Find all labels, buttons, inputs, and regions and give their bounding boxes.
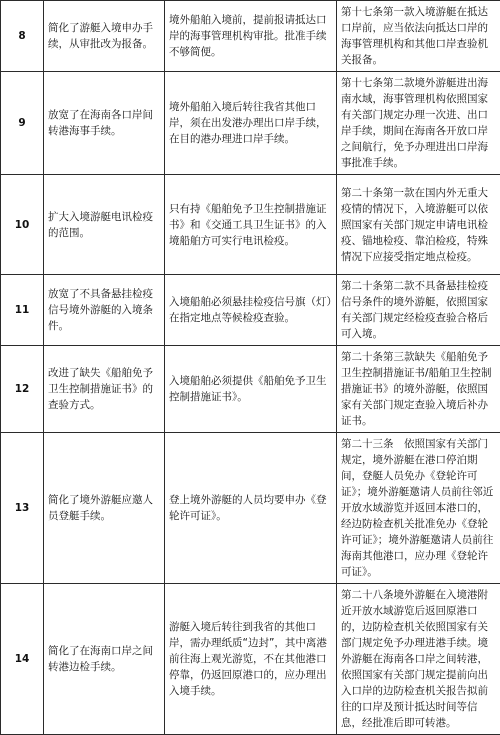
change-description: 简化了境外游艇应邀人员登艇手续。 bbox=[44, 433, 165, 584]
table-row bbox=[1, 175, 500, 275]
change-description: 简化了在海南口岸之间转港边检手续。 bbox=[44, 584, 165, 735]
table-row bbox=[1, 1, 500, 72]
table-row bbox=[1, 346, 500, 433]
row-number: 10 bbox=[1, 175, 44, 275]
previous-practice: 游艇入境后转往到我省的其他口岸，需办理纸质“边封”，其中离港前往海上观光游览，不在其他港口停靠，仍返回原港口的，应办理出入境手续。 bbox=[165, 584, 337, 735]
row-number: 9 bbox=[1, 72, 44, 175]
regulation-article: 第十七条第一款入境游艇在抵达口岸前，应当依法向抵达口岸的海事管理机构和其他口岸查验机关报备。 bbox=[337, 1, 500, 72]
change-description: 放宽了不具备悬挂检疫信号境外游艇的入境条件。 bbox=[44, 275, 165, 346]
change-description: 扩大入境游艇电讯检疫的范围。 bbox=[44, 175, 165, 275]
regulation-article: 第二十八条境外游艇在入境港附近开放水域游览后返回原港口的，边防检查机关依照国家有关部门规定免予办理进港手续。境外游艇在海南各口岸之间转港，依照国家有关部门规定提前向出入口岸的边防检查机关报告拟前往的口岸及预计抵达时间等信息，经批准后即可转港。 bbox=[337, 584, 500, 735]
row-number: 11 bbox=[1, 275, 44, 346]
table-row bbox=[1, 433, 500, 584]
previous-practice: 境外船舶入境前，提前报请抵达口岸的海事管理机构审批。批准手续不够简便。 bbox=[165, 1, 337, 72]
row-number: 12 bbox=[1, 346, 44, 433]
table-row bbox=[1, 72, 500, 175]
previous-practice: 境外船舶入境后转往我省其他口岸，须在出发港办理出口岸手续，在目的港办理进口岸手续。 bbox=[165, 72, 337, 175]
regulation-article: 第二十三条 依照国家有关部门规定，境外游艇在港口停泊期间，登艇人员免办《登轮许可证》；境外游艇邀请人员前往邻近开放水域游览并返回本港口的，经边防检查机关批准免办《登轮许可证》；境外游艇邀请人员前往海南其他港口，应办理《登轮许可证》。 bbox=[337, 433, 500, 584]
regulation-article: 第十七条第二款境外游艇进出海南水域，海事管理机构依照国家有关部门规定办理一次进、出口岸手续，期间在海南各开放口岸之间航行，免予办理进出口岸海事批准手续。 bbox=[337, 72, 500, 175]
previous-practice: 登上境外游艇的人员均要申办《登轮许可证》。 bbox=[165, 433, 337, 584]
change-description: 简化了游艇入境申办手续，从审批改为报备。 bbox=[44, 1, 165, 72]
previous-practice: 只有持《船舶免予卫生控制措施证书》和《交通工具卫生证书》的入境船舶方可实行电讯检疫。 bbox=[165, 175, 337, 275]
row-number: 8 bbox=[1, 1, 44, 72]
regulation-article: 第二十条第三款缺失《船舶免予卫生控制措施证书/船舶卫生控制措施证书》的境外游艇，依照国家有关部门规定查验入境后补办证书。 bbox=[337, 346, 500, 433]
change-description: 改进了缺失《船舶免予卫生控制措施证书》的查验方式。 bbox=[44, 346, 165, 433]
regulation-article: 第二十条第二款不具备悬挂检疫信号条件的境外游艇，依照国家有关部门规定经检疫查验合格后可入境。 bbox=[337, 275, 500, 346]
row-number: 14 bbox=[1, 584, 44, 735]
table-row bbox=[1, 275, 500, 346]
table-row bbox=[1, 584, 500, 735]
previous-practice: 入境船舶必须提供《船舶免予卫生控制措施证书》。 bbox=[165, 346, 337, 433]
regulation-article: 第二十条第一款在国内外无重大疫情的情况下，入境游艇可以依照国家有关部门规定申请电讯检疫、锚地检疫、靠泊检疫，特殊情况下应接受指定地点检疫。 bbox=[337, 175, 500, 275]
previous-practice: 入境船舶必须悬挂检疫信号旗（灯）在指定地点等候检疫查验。 bbox=[165, 275, 337, 346]
change-description: 放宽了在海南各口岸间转港海事手续。 bbox=[44, 72, 165, 175]
row-number: 13 bbox=[1, 433, 44, 584]
